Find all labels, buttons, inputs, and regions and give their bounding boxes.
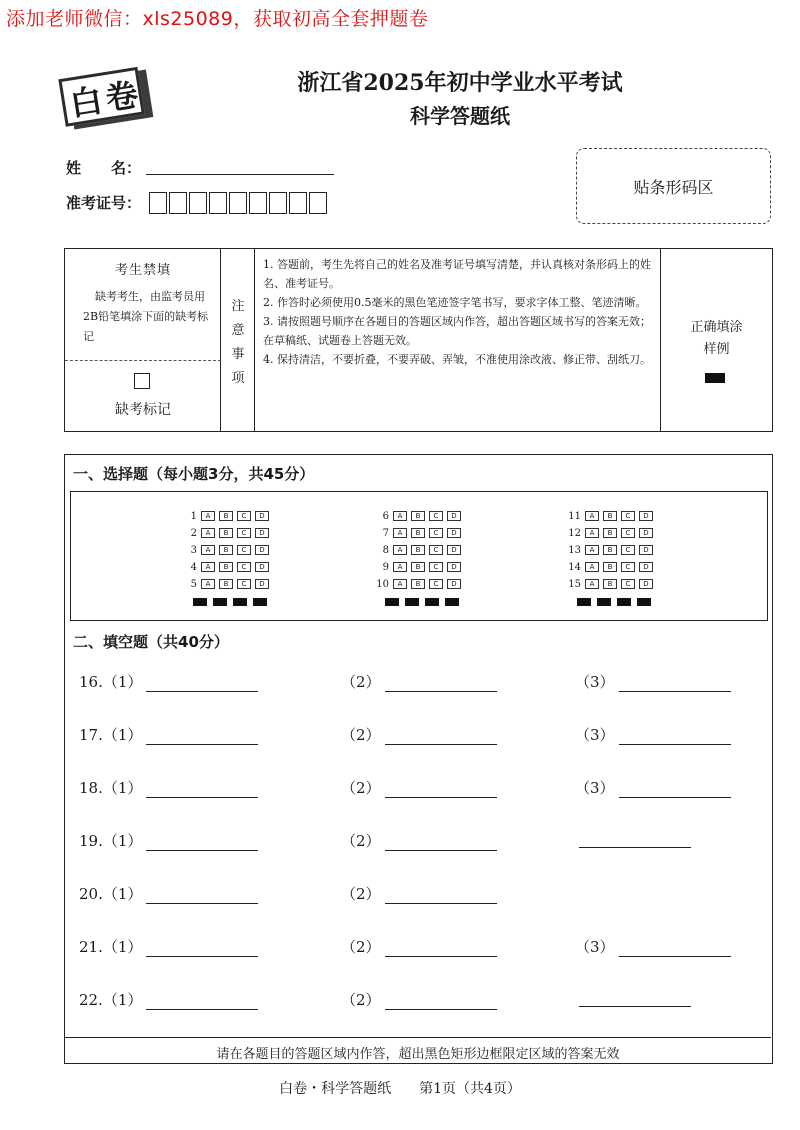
mc-option-bubble[interactable]: B [411, 528, 425, 538]
mc-question-row [373, 559, 465, 575]
mc-question-number: 15 [568, 578, 581, 590]
mc-option-bubble[interactable]: A [393, 528, 407, 538]
sample-label: 正确填涂 [690, 320, 743, 335]
exam-subtitle: 科学答题纸 [410, 104, 510, 128]
timing-mark [637, 598, 651, 606]
answer-line[interactable] [385, 780, 497, 798]
answer-line[interactable] [619, 939, 731, 957]
answer-line[interactable] [385, 939, 497, 957]
absent-mark-label: 缺考标记 [115, 402, 171, 418]
mc-option-bubble[interactable]: D [447, 579, 461, 589]
blank-label: 18.（1） [79, 779, 143, 797]
mc-option-bubble[interactable]: A [393, 545, 407, 555]
mc-option-bubble[interactable]: C [237, 528, 251, 538]
mc-option-bubble[interactable]: B [603, 545, 617, 555]
mc-question-number: 2 [190, 527, 197, 539]
mc-group [373, 508, 465, 606]
timing-marks [193, 598, 273, 606]
multiple-choice-box [70, 491, 768, 621]
name-field[interactable] [146, 174, 334, 175]
mc-option-bubble[interactable]: D [639, 545, 653, 555]
blank-label: （2） [341, 832, 381, 850]
mc-question-number: 14 [568, 561, 581, 573]
mc-question-number: 12 [568, 527, 581, 539]
timing-mark [253, 598, 267, 606]
mc-question-number: 7 [382, 527, 389, 539]
mc-option-bubble[interactable]: A [201, 562, 215, 572]
timing-marks [385, 598, 465, 606]
page-footer: 白卷・科学答题纸 第1页（共4页） [279, 1081, 521, 1097]
mc-question-row [181, 559, 273, 575]
mc-option-bubble[interactable]: B [411, 511, 425, 521]
mc-option-bubble[interactable]: C [237, 562, 251, 572]
mc-option-bubble[interactable]: D [255, 562, 269, 572]
fill-question-row [79, 724, 759, 748]
blank-label: （3） [575, 726, 615, 744]
mc-option-bubble[interactable]: A [585, 562, 599, 572]
mc-question-number: 8 [382, 544, 389, 556]
fill-question-row [79, 671, 759, 695]
answer-line[interactable] [385, 886, 497, 904]
mc-option-bubble[interactable]: D [639, 528, 653, 538]
mc-question-row [373, 576, 465, 592]
fill-blank [575, 777, 731, 798]
fill-question-row [79, 777, 759, 801]
timing-marks [577, 598, 657, 606]
badge-label: 白卷 [67, 74, 145, 124]
id-digit-box[interactable] [249, 192, 267, 214]
notice-item: 1. 答题前，考生先将自己的姓名及准考证号填写清楚，并认真核对条形码上的姓名、准考证号。 [263, 258, 651, 290]
mc-option-bubble[interactable]: C [237, 545, 251, 555]
mc-option-bubble[interactable]: B [411, 579, 425, 589]
fill-blank [575, 989, 691, 1007]
mc-option-bubble[interactable]: A [585, 511, 599, 521]
mc-option-bubble[interactable]: C [621, 528, 635, 538]
watermark-text: 添加老师微信：xls25089，获取初高全套押题卷 [6, 8, 429, 30]
answer-line[interactable] [619, 780, 731, 798]
sample-filled-mark [705, 373, 725, 383]
mc-option-bubble[interactable]: C [621, 511, 635, 521]
mc-option-bubble[interactable]: A [201, 511, 215, 521]
notice-item: 4. 保持清洁，不要折叠，不要弄破、弄皱，不准使用涂改液、修正带、刮纸刀。 [263, 353, 651, 366]
timing-mark [577, 598, 591, 606]
id-digit-box[interactable] [149, 192, 167, 214]
mc-option-bubble[interactable]: D [255, 511, 269, 521]
bottom-note: 请在各题目的答题区域内作答，超出黑色矩形边框限定区域的答案无效 [216, 1047, 620, 1062]
mc-option-bubble[interactable]: C [621, 545, 635, 555]
fill-blank [575, 830, 691, 848]
mc-option-bubble[interactable]: D [639, 511, 653, 521]
blank-label: （2） [341, 779, 381, 797]
fill-blank [79, 724, 258, 745]
blank-label: 20.（1） [79, 885, 143, 903]
mc-option-bubble[interactable]: C [429, 511, 443, 521]
answer-line[interactable] [146, 674, 258, 692]
instructions-box [64, 248, 773, 432]
fill-blank [341, 671, 497, 692]
timing-mark [213, 598, 227, 606]
mc-option-bubble[interactable]: B [603, 528, 617, 538]
mc-option-bubble[interactable]: D [255, 579, 269, 589]
mc-option-bubble[interactable]: A [201, 528, 215, 538]
mc-option-bubble[interactable]: C [237, 511, 251, 521]
timing-mark [597, 598, 611, 606]
mc-option-bubble[interactable]: C [429, 579, 443, 589]
fill-blank [341, 936, 497, 957]
mc-option-bubble[interactable]: D [447, 545, 461, 555]
absent-checkbox[interactable] [134, 373, 150, 389]
id-digit-box[interactable] [169, 192, 187, 214]
fill-blank [341, 883, 497, 904]
id-digit-box[interactable] [229, 192, 247, 214]
answer-line[interactable] [146, 780, 258, 798]
answer-line[interactable] [385, 674, 497, 692]
answer-line[interactable] [385, 727, 497, 745]
answer-line[interactable] [146, 886, 258, 904]
blank-label: （2） [341, 885, 381, 903]
blank-label: （3） [575, 938, 615, 956]
absent-title: 考生禁填 [114, 263, 171, 278]
mc-option-bubble[interactable]: C [237, 579, 251, 589]
answer-line[interactable] [146, 992, 258, 1010]
mc-option-bubble[interactable]: B [219, 545, 233, 555]
fill-blank [341, 777, 497, 798]
mc-option-bubble[interactable]: B [219, 562, 233, 572]
notice-items [255, 249, 661, 431]
mc-group [565, 508, 657, 606]
exam-title: 浙江省2025年初中学业水平考试 [297, 70, 623, 96]
mc-option-bubble[interactable]: B [219, 579, 233, 589]
answer-line[interactable] [579, 830, 691, 848]
mc-option-bubble[interactable]: B [411, 545, 425, 555]
mc-question-row [373, 508, 465, 524]
barcode-area: 贴条形码区 [576, 148, 771, 224]
id-number-boxes[interactable] [149, 192, 329, 214]
fill-blank [79, 830, 258, 851]
notice-item: 3. 请按照题号顺序在各题目的答题区域内作答，超出答题区域书写的答案无效；在草稿纸、试题卷上答题无效。 [263, 315, 651, 347]
mc-option-bubble[interactable]: C [621, 579, 635, 589]
timing-mark [405, 598, 419, 606]
mc-option-bubble[interactable]: B [411, 562, 425, 572]
notice-label-column [221, 249, 255, 431]
blank-label: （2） [341, 991, 381, 1009]
mc-option-bubble[interactable]: A [585, 528, 599, 538]
blank-label: （3） [575, 779, 615, 797]
mc-option-bubble[interactable]: C [429, 562, 443, 572]
mc-option-bubble[interactable]: A [585, 545, 599, 555]
blank-label: 22.（1） [79, 991, 143, 1009]
mc-option-bubble[interactable]: C [429, 545, 443, 555]
fill-blank [79, 777, 258, 798]
timing-mark [385, 598, 399, 606]
mc-question-row [181, 525, 273, 541]
mc-option-bubble[interactable]: A [393, 579, 407, 589]
answer-line[interactable] [385, 992, 497, 1010]
timing-mark [193, 598, 207, 606]
fill-blank [341, 830, 497, 851]
mc-question-number: 13 [568, 544, 581, 556]
id-digit-box[interactable] [189, 192, 207, 214]
answer-line[interactable] [146, 939, 258, 957]
mc-question-number: 9 [382, 561, 389, 573]
fill-blank [575, 724, 731, 745]
answer-line[interactable] [146, 833, 258, 851]
mc-option-bubble[interactable]: A [393, 562, 407, 572]
mc-option-bubble[interactable]: B [603, 579, 617, 589]
mc-option-bubble[interactable]: D [639, 579, 653, 589]
mc-question-row [373, 542, 465, 558]
mc-question-row [565, 525, 657, 541]
id-label: 准考证号： [66, 194, 142, 212]
mc-question-number: 5 [190, 578, 197, 590]
answer-line[interactable] [579, 989, 691, 1007]
answer-line[interactable] [146, 727, 258, 745]
mc-option-bubble[interactable]: D [255, 528, 269, 538]
mc-question-row [565, 542, 657, 558]
mc-option-bubble[interactable]: D [447, 562, 461, 572]
mc-option-bubble[interactable]: B [219, 528, 233, 538]
fill-blank [341, 724, 497, 745]
mc-question-number: 11 [568, 510, 581, 522]
blank-label: （2） [341, 673, 381, 691]
blank-label: 19.（1） [79, 832, 143, 850]
fill-question-row [79, 936, 759, 960]
fill-blank [575, 936, 731, 957]
absent-text: 缺考考生，由监考员用2B铅笔填涂下面的缺考标记 [83, 290, 209, 343]
sample-label-2: 样例 [703, 342, 730, 357]
mc-question-number: 10 [376, 578, 389, 590]
section2-title: 二、填空题（共40分） [73, 633, 229, 651]
mc-question-row [181, 508, 273, 524]
section1-title: 一、选择题（每小题3分，共45分） [73, 465, 315, 483]
timing-mark [233, 598, 247, 606]
mc-question-row [373, 525, 465, 541]
fill-question-row [79, 830, 759, 854]
answer-line[interactable] [619, 727, 731, 745]
fill-blank [79, 883, 258, 904]
mc-question-number: 3 [190, 544, 197, 556]
timing-mark [425, 598, 439, 606]
mc-question-row [181, 576, 273, 592]
mc-option-bubble[interactable]: A [201, 579, 215, 589]
fill-question-row [79, 883, 759, 907]
blank-label: 17.（1） [79, 726, 143, 744]
notice-label: 注意事项 [231, 299, 245, 386]
mc-option-bubble[interactable]: A [393, 511, 407, 521]
answer-line[interactable] [385, 833, 497, 851]
fill-question-row [79, 989, 759, 1013]
blank-label: 16.（1） [79, 673, 143, 691]
mc-option-bubble[interactable]: C [429, 528, 443, 538]
id-digit-box[interactable] [309, 192, 327, 214]
mc-option-bubble[interactable]: A [585, 579, 599, 589]
id-digit-box[interactable] [209, 192, 227, 214]
blank-label: （2） [341, 726, 381, 744]
mc-question-number: 1 [190, 510, 197, 522]
blank-label: （3） [575, 673, 615, 691]
fill-blank [79, 671, 258, 692]
mc-question-number: 4 [190, 561, 197, 573]
fill-blank [341, 989, 497, 1010]
fill-blank [79, 989, 258, 1010]
timing-mark [445, 598, 459, 606]
mc-question-row [565, 576, 657, 592]
mc-option-bubble[interactable]: A [201, 545, 215, 555]
timing-mark [617, 598, 631, 606]
blank-label: 21.（1） [79, 938, 143, 956]
answer-line[interactable] [619, 674, 731, 692]
mc-option-bubble[interactable]: B [603, 562, 617, 572]
mc-question-row [565, 559, 657, 575]
mc-question-row [565, 508, 657, 524]
mc-option-bubble[interactable]: B [219, 511, 233, 521]
fill-blank [575, 671, 731, 692]
mc-option-bubble[interactable]: D [255, 545, 269, 555]
blank-label: （2） [341, 938, 381, 956]
mc-option-bubble[interactable]: C [621, 562, 635, 572]
mc-group [181, 508, 273, 606]
id-digit-box[interactable] [289, 192, 307, 214]
mc-question-number: 6 [382, 510, 389, 522]
fill-blank [79, 936, 258, 957]
notice-item: 2. 作答时必须使用0.5毫米的黑色笔迹签字笔书写，要求字体工整、笔迹清晰。 [263, 296, 647, 309]
id-digit-box[interactable] [269, 192, 287, 214]
mc-option-bubble[interactable]: D [639, 562, 653, 572]
sample-section [661, 249, 772, 431]
mc-question-row [181, 542, 273, 558]
absent-section [65, 249, 221, 431]
mc-option-bubble[interactable]: D [447, 528, 461, 538]
name-label: 姓 名： [66, 159, 142, 177]
answer-area [64, 454, 773, 1064]
mc-option-bubble[interactable]: B [603, 511, 617, 521]
mc-option-bubble[interactable]: D [447, 511, 461, 521]
